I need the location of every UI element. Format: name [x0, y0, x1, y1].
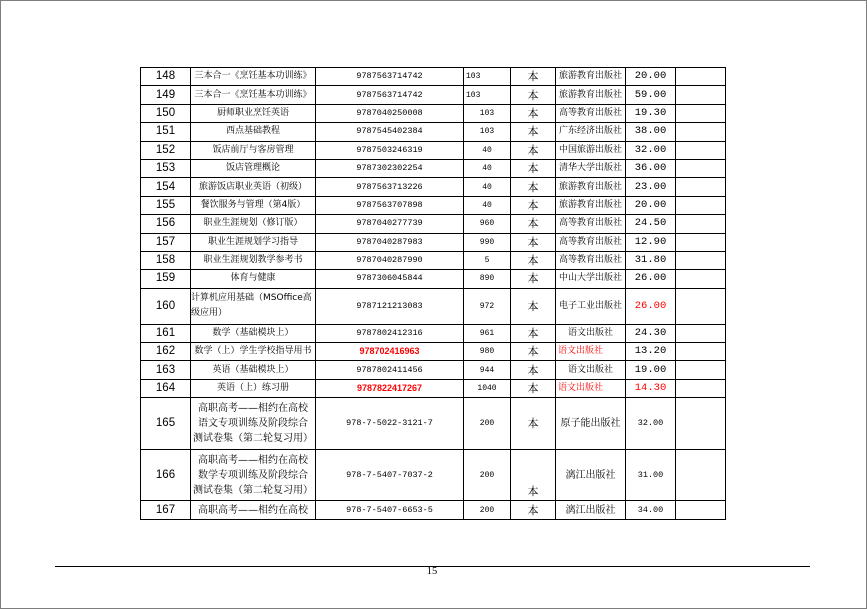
book-title-cell: 三本合一《烹饪基本功训练》: [191, 68, 316, 86]
book-title-cell: 饭店管理概论: [191, 159, 316, 177]
row-number-cell: 151: [141, 123, 191, 141]
isbn-cell: 9787040250008: [316, 104, 464, 122]
table-row: [141, 343, 726, 361]
table-row: [141, 361, 726, 379]
row-number-cell: 163: [141, 361, 191, 379]
quantity-cell: 200: [464, 501, 511, 520]
table-row: [141, 141, 726, 159]
isbn-cell: 9787563714742: [316, 68, 464, 86]
empty-cell: [676, 450, 726, 501]
publisher-cell: 广东经济出版社: [556, 123, 626, 141]
isbn-cell: 978-7-5407-7037-2: [316, 450, 464, 501]
quantity-cell: 1040: [464, 379, 511, 397]
empty-cell: [676, 159, 726, 177]
unit-cell: 本: [511, 398, 556, 450]
empty-cell: [676, 123, 726, 141]
quantity-cell: 990: [464, 233, 511, 251]
price-cell: 31.00: [626, 450, 676, 501]
unit-cell: 本: [511, 86, 556, 104]
quantity-cell: 961: [464, 324, 511, 342]
price-cell: 23.00: [626, 178, 676, 196]
quantity-cell: 972: [464, 288, 511, 324]
book-title-cell: 计算机应用基础（MSOffice高 级应用）: [191, 288, 316, 324]
isbn-cell: 9787563713226: [316, 178, 464, 196]
publisher-cell: 旅游教育出版社: [556, 196, 626, 214]
row-number-cell: 165: [141, 398, 191, 450]
isbn-cell: 9787545402384: [316, 123, 464, 141]
price-cell: 12.90: [626, 233, 676, 251]
row-number-cell: 153: [141, 159, 191, 177]
empty-cell: [676, 343, 726, 361]
book-title-cell: 高职高考——相约在高校: [191, 501, 316, 520]
isbn-cell: 978-7-5022-3121-7: [316, 398, 464, 450]
empty-cell: [676, 251, 726, 269]
empty-cell: [676, 501, 726, 520]
book-title-cell: 高职高考——相约在高校 数学专项训练及阶段综合 测试卷集（第二轮复习用）: [191, 450, 316, 501]
table-row: [141, 159, 726, 177]
empty-cell: [676, 233, 726, 251]
book-title-cell: 职业生涯规划（修订版）: [191, 215, 316, 233]
quantity-cell: 40: [464, 159, 511, 177]
row-number-cell: 154: [141, 178, 191, 196]
row-number-cell: 157: [141, 233, 191, 251]
price-cell: 32.00: [626, 398, 676, 450]
empty-cell: [676, 104, 726, 122]
table-row: [141, 123, 726, 141]
row-number-cell: 158: [141, 251, 191, 269]
page-number: 15: [426, 566, 438, 577]
book-title-cell: 旅游饭店职业英语（初级）: [191, 178, 316, 196]
book-title-cell: 餐饮服务与管理（第4版）: [191, 196, 316, 214]
price-cell: 36.00: [626, 159, 676, 177]
empty-cell: [676, 288, 726, 324]
publisher-cell: 旅游教育出版社: [556, 86, 626, 104]
row-number-cell: 160: [141, 288, 191, 324]
book-title-cell: 饭店前厅与客房管理: [191, 141, 316, 159]
row-number-cell: 159: [141, 270, 191, 288]
row-number-cell: 155: [141, 196, 191, 214]
empty-cell: [676, 324, 726, 342]
isbn-cell: 9787121213083: [316, 288, 464, 324]
publisher-cell: 清华大学出版社: [556, 159, 626, 177]
unit-cell: 本: [511, 68, 556, 86]
price-cell: 14.30: [626, 379, 676, 397]
price-cell: 59.00: [626, 86, 676, 104]
quantity-cell: 944: [464, 361, 511, 379]
isbn-cell: 9787802412316: [316, 324, 464, 342]
book-title-cell: 厨师职业烹饪英语: [191, 104, 316, 122]
quantity-cell: 200: [464, 450, 511, 501]
unit-cell: 本: [511, 178, 556, 196]
table-row: [141, 233, 726, 251]
price-cell: 24.50: [626, 215, 676, 233]
publisher-cell: 旅游教育出版社: [556, 68, 626, 86]
unit-cell: 本: [511, 233, 556, 251]
unit-cell: 本: [511, 104, 556, 122]
unit-cell: 本: [511, 215, 556, 233]
row-number-cell: 149: [141, 86, 191, 104]
publisher-cell: 原子能出版社: [556, 398, 626, 450]
table-row: [141, 501, 726, 520]
quantity-cell: 40: [464, 196, 511, 214]
quantity-cell: 103: [464, 104, 511, 122]
unit-cell: 本: [511, 343, 556, 361]
isbn-cell: 9787563714742: [316, 86, 464, 104]
row-number-cell: 167: [141, 501, 191, 520]
quantity-cell: 103: [464, 123, 511, 141]
unit-cell: 本: [511, 123, 556, 141]
table-row: [141, 288, 726, 324]
unit-cell: 本: [511, 251, 556, 269]
table-row: [141, 270, 726, 288]
publisher-cell: 中山大学出版社: [556, 270, 626, 288]
book-title-cell: 数学（基础模块上）: [191, 324, 316, 342]
table-row: [141, 251, 726, 269]
book-title-cell: 英语（基础模块上）: [191, 361, 316, 379]
quantity-cell: 890: [464, 270, 511, 288]
table-row: [141, 215, 726, 233]
empty-cell: [676, 178, 726, 196]
empty-cell: [676, 398, 726, 450]
table-row: [141, 178, 726, 196]
row-number-cell: 166: [141, 450, 191, 501]
price-cell: 26.00: [626, 270, 676, 288]
table-row: [141, 104, 726, 122]
book-table: [140, 67, 726, 520]
row-number-cell: 152: [141, 141, 191, 159]
price-cell: 24.30: [626, 324, 676, 342]
unit-cell: 本: [511, 159, 556, 177]
isbn-cell: 978702416963: [316, 343, 464, 361]
unit-cell: 本: [511, 288, 556, 324]
row-number-cell: 150: [141, 104, 191, 122]
publisher-cell: 高等教育出版社: [556, 215, 626, 233]
unit-cell: 本: [511, 379, 556, 397]
row-number-cell: 161: [141, 324, 191, 342]
quantity-cell: 5: [464, 251, 511, 269]
price-cell: 20.00: [626, 68, 676, 86]
unit-cell: 本: [511, 324, 556, 342]
book-title-cell: 三本合一《烹饪基本功训练》: [191, 86, 316, 104]
table-row: [141, 68, 726, 86]
isbn-cell: 9787802411456: [316, 361, 464, 379]
unit-cell: 本: [511, 270, 556, 288]
quantity-cell: 40: [464, 178, 511, 196]
empty-cell: [676, 196, 726, 214]
publisher-cell: 高等教育出版社: [556, 233, 626, 251]
publisher-cell: 语文出版社: [556, 343, 626, 361]
publisher-cell: 电子工业出版社: [556, 288, 626, 324]
price-cell: 34.00: [626, 501, 676, 520]
publisher-cell: 高等教育出版社: [556, 251, 626, 269]
table-row: [141, 86, 726, 104]
table-row: [141, 398, 726, 450]
isbn-cell: 9787040277739: [316, 215, 464, 233]
isbn-cell: 9787503246319: [316, 141, 464, 159]
quantity-cell: 980: [464, 343, 511, 361]
unit-cell: 本: [511, 361, 556, 379]
price-cell: 38.00: [626, 123, 676, 141]
table-row: [141, 324, 726, 342]
isbn-cell: 978-7-5407-6653-5: [316, 501, 464, 520]
publisher-cell: 旅游教育出版社: [556, 178, 626, 196]
publisher-cell: 中国旅游出版社: [556, 141, 626, 159]
price-cell: 20.00: [626, 196, 676, 214]
price-cell: 32.00: [626, 141, 676, 159]
publisher-cell: 语文出版社: [556, 324, 626, 342]
book-title-cell: 英语（上）练习册: [191, 379, 316, 397]
isbn-cell: 9787302302254: [316, 159, 464, 177]
book-title-cell: 高职高考——相约在高校 语文专项训练及阶段综合 测试卷集（第二轮复习用）: [191, 398, 316, 450]
unit-cell: 本: [511, 501, 556, 520]
unit-cell: 本: [511, 141, 556, 159]
isbn-cell: 9787822417267: [316, 379, 464, 397]
table-row: [141, 450, 726, 501]
empty-cell: [676, 270, 726, 288]
quantity-cell: 40: [464, 141, 511, 159]
price-cell: 19.00: [626, 361, 676, 379]
isbn-cell: 9787040287990: [316, 251, 464, 269]
book-title-cell: 体育与健康: [191, 270, 316, 288]
price-cell: 19.30: [626, 104, 676, 122]
table-row: [141, 196, 726, 214]
empty-cell: [676, 361, 726, 379]
empty-cell: [676, 86, 726, 104]
empty-cell: [676, 215, 726, 233]
publisher-cell: 语文出版社: [556, 361, 626, 379]
table-row: [141, 379, 726, 397]
empty-cell: [676, 379, 726, 397]
isbn-cell: 9787306045844: [316, 270, 464, 288]
empty-cell: [676, 68, 726, 86]
row-number-cell: 156: [141, 215, 191, 233]
publisher-cell: 漓江出版社: [556, 501, 626, 520]
isbn-cell: 9787563707898: [316, 196, 464, 214]
unit-cell: 本: [511, 196, 556, 214]
book-title-cell: 西点基础教程: [191, 123, 316, 141]
book-title-cell: 职业生涯规划学习指导: [191, 233, 316, 251]
isbn-cell: 9787040287983: [316, 233, 464, 251]
row-number-cell: 148: [141, 68, 191, 86]
price-cell: 13.20: [626, 343, 676, 361]
book-table-body: [141, 68, 726, 520]
price-cell: 26.00: [626, 288, 676, 324]
row-number-cell: 164: [141, 379, 191, 397]
price-cell: 31.80: [626, 251, 676, 269]
book-title-cell: 数学（上）学生学校指导用书: [191, 343, 316, 361]
quantity-cell: 960: [464, 215, 511, 233]
publisher-cell: 语文出版社: [556, 379, 626, 397]
row-number-cell: 162: [141, 343, 191, 361]
empty-cell: [676, 141, 726, 159]
book-title-cell: 职业生涯规划教学参考书: [191, 251, 316, 269]
publisher-cell: 漓江出版社: [556, 450, 626, 501]
quantity-cell: 103: [464, 86, 511, 104]
quantity-cell: 103: [464, 68, 511, 86]
publisher-cell: 高等教育出版社: [556, 104, 626, 122]
quantity-cell: 200: [464, 398, 511, 450]
unit-cell: 本: [511, 450, 556, 501]
